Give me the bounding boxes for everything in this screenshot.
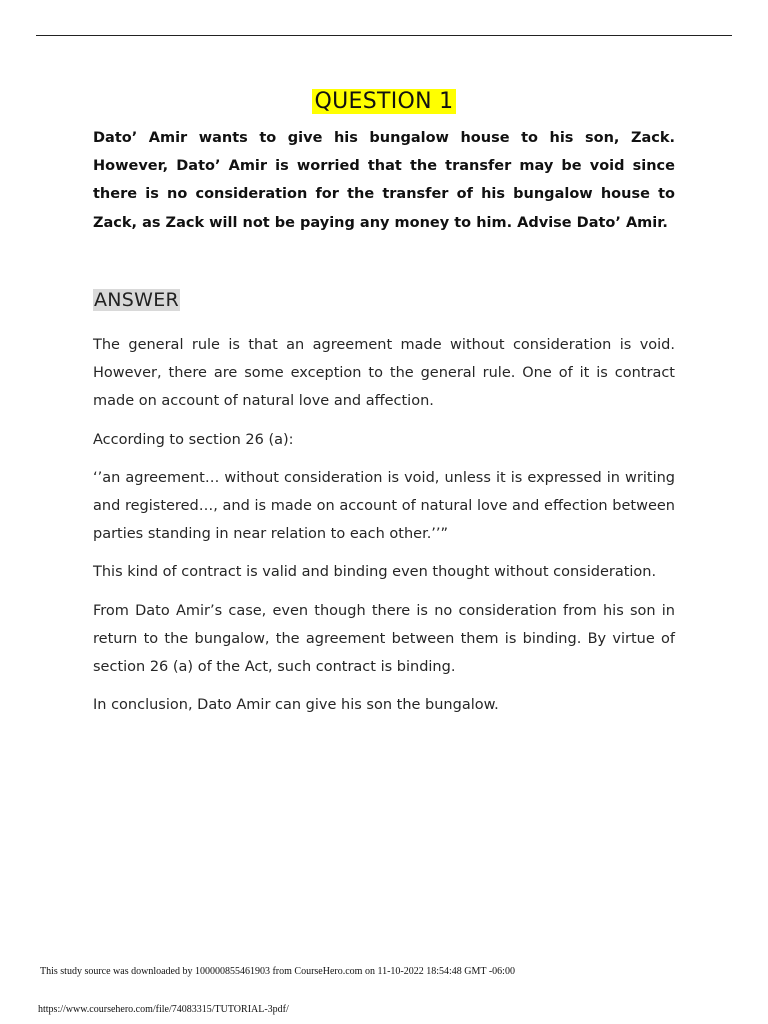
source-url[interactable]: https://www.coursehero.com/file/74083315/TUTORIAL-3pdf/ bbox=[38, 1004, 289, 1015]
question-title bbox=[0, 88, 768, 116]
answer-paragraph-quote: ‘’an agreement… without consideration is void, unless it is expressed in writing and registered…, and is made on account of natural love and effection between parties standing in near relation to each other.’’” bbox=[93, 469, 675, 543]
answer-paragraph-section-ref: According to section 26 (a): bbox=[93, 431, 294, 448]
answer-body bbox=[93, 331, 675, 729]
answer-paragraph-validity: This kind of contract is valid and binding even thought without consideration. bbox=[93, 564, 657, 581]
answer-heading bbox=[93, 287, 180, 313]
question-title-text: QUESTION 1 bbox=[312, 89, 457, 114]
answer-heading-text: ANSWER bbox=[94, 289, 180, 311]
download-notice: This study source was downloaded by 100000855461903 from CourseHero.com on 11-10-2022 18:54:48 GMT -06:00 bbox=[40, 966, 515, 977]
answer-paragraph-conclusion: In conclusion, Dato Amir can give his son the bungalow. bbox=[93, 697, 499, 714]
question-body: Dato’ Amir wants to give his bungalow house to his son, Zack. However, Dato’ Amir is worried that the transfer may be void since there is no consideration for the transfer of his bungalow house to Zack, as Zack will not be paying any money to him. Advise Dato’ Amir. bbox=[93, 130, 675, 231]
answer-paragraph-application: From Dato Amir’s case, even though there is no consideration from his son in return to the bungalow, the agreement between them is binding. By virtue of section 26 (a) of the Act, such contract is binding. bbox=[93, 602, 675, 676]
answer-paragraph-general-rule: The general rule is that an agreement made without consideration is void. However, there are some exception to the general rule. One of it is contract made on account of natural love and affection. bbox=[93, 337, 675, 410]
top-divider bbox=[36, 35, 732, 36]
